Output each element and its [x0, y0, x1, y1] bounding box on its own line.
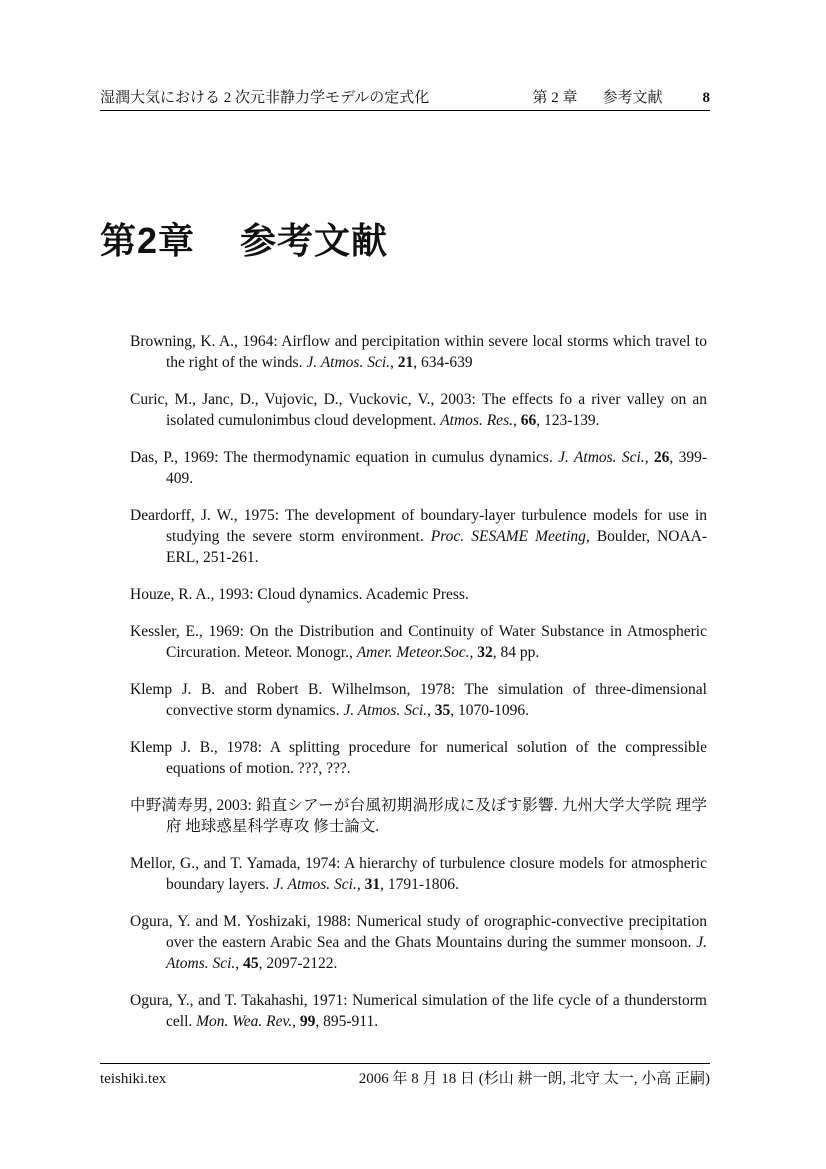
reference-item	[130, 331, 707, 373]
reference-text-segment: Das, P., 1969: The thermodynamic equation in cumulus dynamics.	[130, 449, 559, 466]
reference-text-segment: J. Atoms. Sci.,	[166, 934, 707, 972]
reference-text-segment: Klemp J. B., 1978: A splitting procedure for numerical solution of the compressible equations of motion. ???, ???.	[130, 739, 707, 777]
reference-text-segment: Atmos. Res.,	[440, 412, 521, 429]
reference-text-segment: Boulder, NOAA-ERL, 251-261.	[166, 528, 708, 566]
reference-text-segment: , 634-639	[413, 354, 473, 371]
reference-item	[130, 795, 707, 837]
reference-item	[130, 737, 707, 779]
reference-text-segment: Mon. Wea. Rev.,	[196, 1013, 300, 1030]
reference-text-segment: , 123-139.	[536, 412, 600, 429]
reference-text-segment: Curic, M., Janc, D., Vujovic, D., Vuckovic, V., 2003: The effects fo a river valley on an isolated cumulonimbus cloud development.	[130, 391, 707, 429]
reference-item	[130, 389, 707, 431]
header-rule	[100, 110, 710, 111]
reference-text-segment: J. Atmos. Sci.,	[558, 449, 654, 466]
reference-text-segment: , 1070-1096.	[450, 702, 530, 719]
reference-text-segment: J. Atmos. Sci.,	[306, 354, 398, 371]
footer-filename: teishiki.tex	[100, 1071, 167, 1087]
reference-item	[130, 584, 707, 605]
reference-text-segment: Browning, K. A., 1964: Airflow and percipitation within severe local storms which travel to the right of the winds.	[130, 333, 707, 371]
running-footer	[100, 1067, 710, 1088]
reference-text-segment: Ogura, Y., and T. Takahashi, 1971: Numerical simulation of the life cycle of a thunderstorm cell.	[130, 992, 707, 1030]
header-page-number: 8	[702, 90, 710, 106]
reference-text-segment: , 399-409.	[166, 449, 707, 487]
chapter-title: 参考文献	[240, 220, 389, 261]
footer-rule	[100, 1063, 710, 1064]
reference-text-segment: , 84 pp.	[492, 644, 540, 661]
reference-text-segment: 26	[653, 449, 670, 466]
reference-text-segment: Klemp J. B. and Robert B. Wilhelmson, 1978: The simulation of three-dimensional convective storm dynamics.	[130, 681, 707, 719]
chapter-heading	[100, 213, 388, 264]
reference-item	[130, 505, 707, 568]
footer-date-authors: 2006 年 8 月 18 日 (杉山 耕一朗, 北守 太一, 小高 正嗣)	[358, 1071, 710, 1087]
reference-text-segment: 35	[434, 702, 451, 719]
reference-text-segment: Mellor, G., and T. Yamada, 1974: A hierarchy of turbulence closure models for atmospheric boundary layers.	[130, 855, 707, 893]
reference-text-segment: Ogura, Y. and M. Yoshizaki, 1988: Numerical study of orographic-convective precipitation over the eastern Arabic Sea and the Ghats Mountains during the summer monsoon.	[130, 913, 707, 951]
reference-text-segment: 21	[397, 354, 414, 371]
reference-text-segment: 32	[477, 644, 493, 661]
header-chapter-label: 第 2 章	[532, 90, 578, 106]
reference-text-segment: , 2097-2122.	[258, 955, 338, 972]
running-header	[100, 86, 710, 107]
chapter-number: 第2章	[100, 220, 196, 261]
reference-text-segment: 66	[520, 412, 537, 429]
reference-item	[130, 990, 707, 1032]
reference-text-segment: 45	[243, 955, 259, 972]
reference-text-segment: Deardorff, J. W., 1975: The development of boundary-layer turbulence models for use in studying the severe storm environment.	[130, 507, 707, 545]
reference-text-segment: 中野満寿男, 2003: 鉛直シアーが台風初期渦形成に及ぼす影響. 九州大学大学院 理学府 地球惑星科学専攻 修士論文.	[130, 797, 707, 835]
reference-item	[130, 911, 707, 974]
reference-text-segment: Proc. SESAME Meeting,	[430, 528, 590, 545]
reference-text-segment: Kessler, E., 1969: On the Distribution and Continuity of Water Substance in Atmospheric Circuration. Meteor. Monogr.,	[130, 623, 707, 661]
reference-item	[130, 853, 707, 895]
reference-text-segment: 99	[299, 1013, 316, 1030]
reference-text-segment: , 1791-1806.	[380, 876, 459, 893]
reference-text-segment: J. Atmos. Sci.,	[343, 702, 435, 719]
reference-text-segment: Amer. Meteor.Soc.,	[356, 644, 478, 661]
reference-item	[130, 679, 707, 721]
reference-item	[130, 447, 707, 489]
header-section-label: 参考文献	[602, 90, 663, 106]
reference-text-segment: 31	[364, 876, 381, 893]
header-document-title: 湿潤大気における 2 次元非静力学モデルの定式化	[100, 90, 430, 106]
reference-text-segment: , 895-911.	[315, 1013, 379, 1030]
reference-text-segment: J. Atmos. Sci.,	[273, 876, 365, 893]
reference-text-segment: Houze, R. A., 1993: Cloud dynamics. Academic Press.	[130, 586, 469, 603]
reference-item	[130, 621, 707, 663]
reference-list	[130, 331, 707, 1048]
